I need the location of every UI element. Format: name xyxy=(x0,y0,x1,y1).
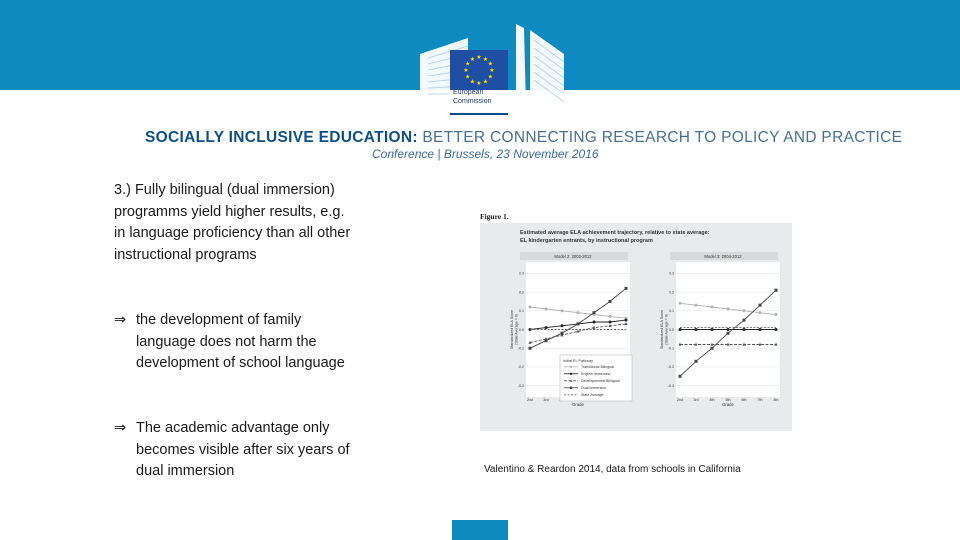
data-point xyxy=(625,287,628,290)
star-icon: ★ xyxy=(465,74,471,81)
x-tick-label: 2nd xyxy=(527,398,533,402)
star-icon: ★ xyxy=(487,74,493,81)
data-point xyxy=(529,347,532,350)
star-icon: ★ xyxy=(482,79,489,86)
bullet-item xyxy=(114,418,354,483)
chart-panel-right xyxy=(660,252,780,407)
data-point xyxy=(593,311,596,314)
star-icon: ★ xyxy=(463,68,469,75)
implies-arrow-icon: ⇒ xyxy=(114,420,127,436)
legend-marker xyxy=(570,387,572,389)
data-point xyxy=(561,324,564,327)
data-point xyxy=(743,319,746,322)
legend-label: State Average xyxy=(581,393,604,397)
star-icon: ★ xyxy=(476,81,482,88)
panel-title: Model 2: 2002-2012 xyxy=(554,254,592,259)
legend-label: Developmental Bilingual xyxy=(581,379,620,383)
y-axis-label-line: Standardized ELA Score xyxy=(510,309,514,350)
y-tick-label: -0.3 xyxy=(517,383,524,388)
x-tick-label: 5th xyxy=(725,398,731,402)
y-tick-label: -0.3 xyxy=(667,383,674,388)
ec-logo xyxy=(418,24,568,116)
y-axis-label xyxy=(660,310,669,349)
data-point xyxy=(577,311,580,314)
y-tick-label: 0.0 xyxy=(669,327,674,332)
y-tick-label: 0.3 xyxy=(669,271,674,276)
conference-title xyxy=(145,129,902,147)
bullet-text: the development of family language does not harm the development of school language xyxy=(136,312,345,372)
chart-legend xyxy=(560,355,632,401)
figure-chart xyxy=(480,205,792,431)
y-axis-label-line: (State Average = 0) xyxy=(514,314,519,345)
star-icon: ★ xyxy=(469,79,476,86)
star-icon: ★ xyxy=(489,68,495,75)
footer-bar xyxy=(452,520,508,540)
data-point xyxy=(711,328,714,331)
figure-label: Figure 1. xyxy=(480,212,509,221)
data-point xyxy=(695,328,698,331)
data-point xyxy=(727,332,730,335)
implies-arrow-icon: ⇒ xyxy=(114,312,127,328)
data-point xyxy=(529,306,532,309)
logo-underline xyxy=(450,113,508,115)
data-point xyxy=(727,328,730,331)
data-point xyxy=(759,304,762,307)
data-point xyxy=(743,328,746,331)
data-point xyxy=(561,332,564,335)
data-point xyxy=(545,326,548,329)
y-tick-label: -0.1 xyxy=(517,346,524,351)
data-point xyxy=(625,319,628,322)
y-tick-label: -0.2 xyxy=(517,365,524,370)
data-point xyxy=(775,313,778,316)
data-point xyxy=(711,306,714,309)
x-tick-label: 2nd xyxy=(677,398,683,402)
conference-title-rest: BETTER CONNECTING RESEARCH TO POLICY AND PRACTICE xyxy=(417,129,903,146)
legend-label: English Immersion xyxy=(581,372,611,376)
figure-title-line1: Estimated average ELA achievement trajectory, relative to state average: xyxy=(520,230,710,236)
data-point xyxy=(711,347,714,350)
y-tick-label: 0.1 xyxy=(519,309,524,314)
data-point xyxy=(609,315,612,318)
data-point xyxy=(775,289,778,292)
star-icon: ★ xyxy=(465,61,471,68)
y-tick-label: 0.1 xyxy=(669,309,674,314)
data-point xyxy=(679,375,682,378)
legend-label: Dual Immersion xyxy=(581,386,607,390)
intro-text: 3.) Fully bilingual (dual immersion) programms yield higher results, e.g. in language proficiency than all other instructional programs xyxy=(114,182,351,263)
x-tick-label: 7th xyxy=(757,398,763,402)
y-tick-label: -0.1 xyxy=(667,346,674,351)
x-axis-label: Grade xyxy=(572,402,584,407)
star-icon: ★ xyxy=(476,55,482,62)
data-point xyxy=(695,304,698,307)
x-axis-label: Grade xyxy=(722,402,734,407)
data-point xyxy=(609,321,612,324)
y-tick-label: 0.2 xyxy=(519,290,524,295)
star-icon: ★ xyxy=(469,56,476,63)
figure-caption: Valentino & Reardon 2014, data from schools in California xyxy=(484,464,741,475)
bullet-text: The academic advantage only becomes visible after six years of dual immersion xyxy=(136,420,350,480)
conference-subtitle: Conference | Brussels, 23 November 2016 xyxy=(372,147,599,161)
data-point xyxy=(561,309,564,312)
data-point xyxy=(759,328,762,331)
x-tick-label: 3rd xyxy=(693,398,699,402)
data-point xyxy=(743,309,746,312)
y-tick-label: -0.2 xyxy=(667,365,674,370)
x-tick-label: 3rd xyxy=(543,398,549,402)
data-point xyxy=(593,321,596,324)
legend-header: Initial EL Pathway xyxy=(563,359,594,363)
data-point xyxy=(679,302,682,305)
data-point xyxy=(695,360,698,363)
panel-title: Model 3: 2004-2012 xyxy=(704,254,742,259)
conference-title-bold: SOCIALLY INCLUSIVE EDUCATION: xyxy=(145,129,418,146)
data-point xyxy=(545,307,548,310)
star-icon: ★ xyxy=(487,61,493,68)
data-point xyxy=(609,300,612,303)
ec-logo-text: European Commission xyxy=(453,89,492,105)
bullet-item xyxy=(114,310,354,375)
data-point xyxy=(545,339,548,342)
x-tick-label: 6th xyxy=(741,398,747,402)
y-axis-label-line: (State Average = 0) xyxy=(664,314,669,345)
figure-title-line2: EL kindergarten entrants, by instructional program xyxy=(520,238,653,244)
legend-marker xyxy=(570,373,572,375)
data-point xyxy=(577,322,580,325)
x-tick-label: 4th xyxy=(709,398,715,402)
star-icon: ★ xyxy=(482,56,489,63)
legend-label: Transitional Bilingual xyxy=(581,365,615,369)
y-tick-label: 0.0 xyxy=(519,327,524,332)
x-tick-label: 8th xyxy=(773,398,779,402)
data-point xyxy=(759,311,762,314)
data-point xyxy=(679,328,682,331)
data-point xyxy=(775,328,778,331)
y-tick-label: 0.3 xyxy=(519,271,524,276)
y-axis-label-line: Standardized ELA Score xyxy=(660,309,664,350)
data-point xyxy=(727,307,730,310)
legend-marker xyxy=(570,366,572,368)
y-axis-label xyxy=(510,310,519,349)
y-tick-label: 0.2 xyxy=(669,290,674,295)
